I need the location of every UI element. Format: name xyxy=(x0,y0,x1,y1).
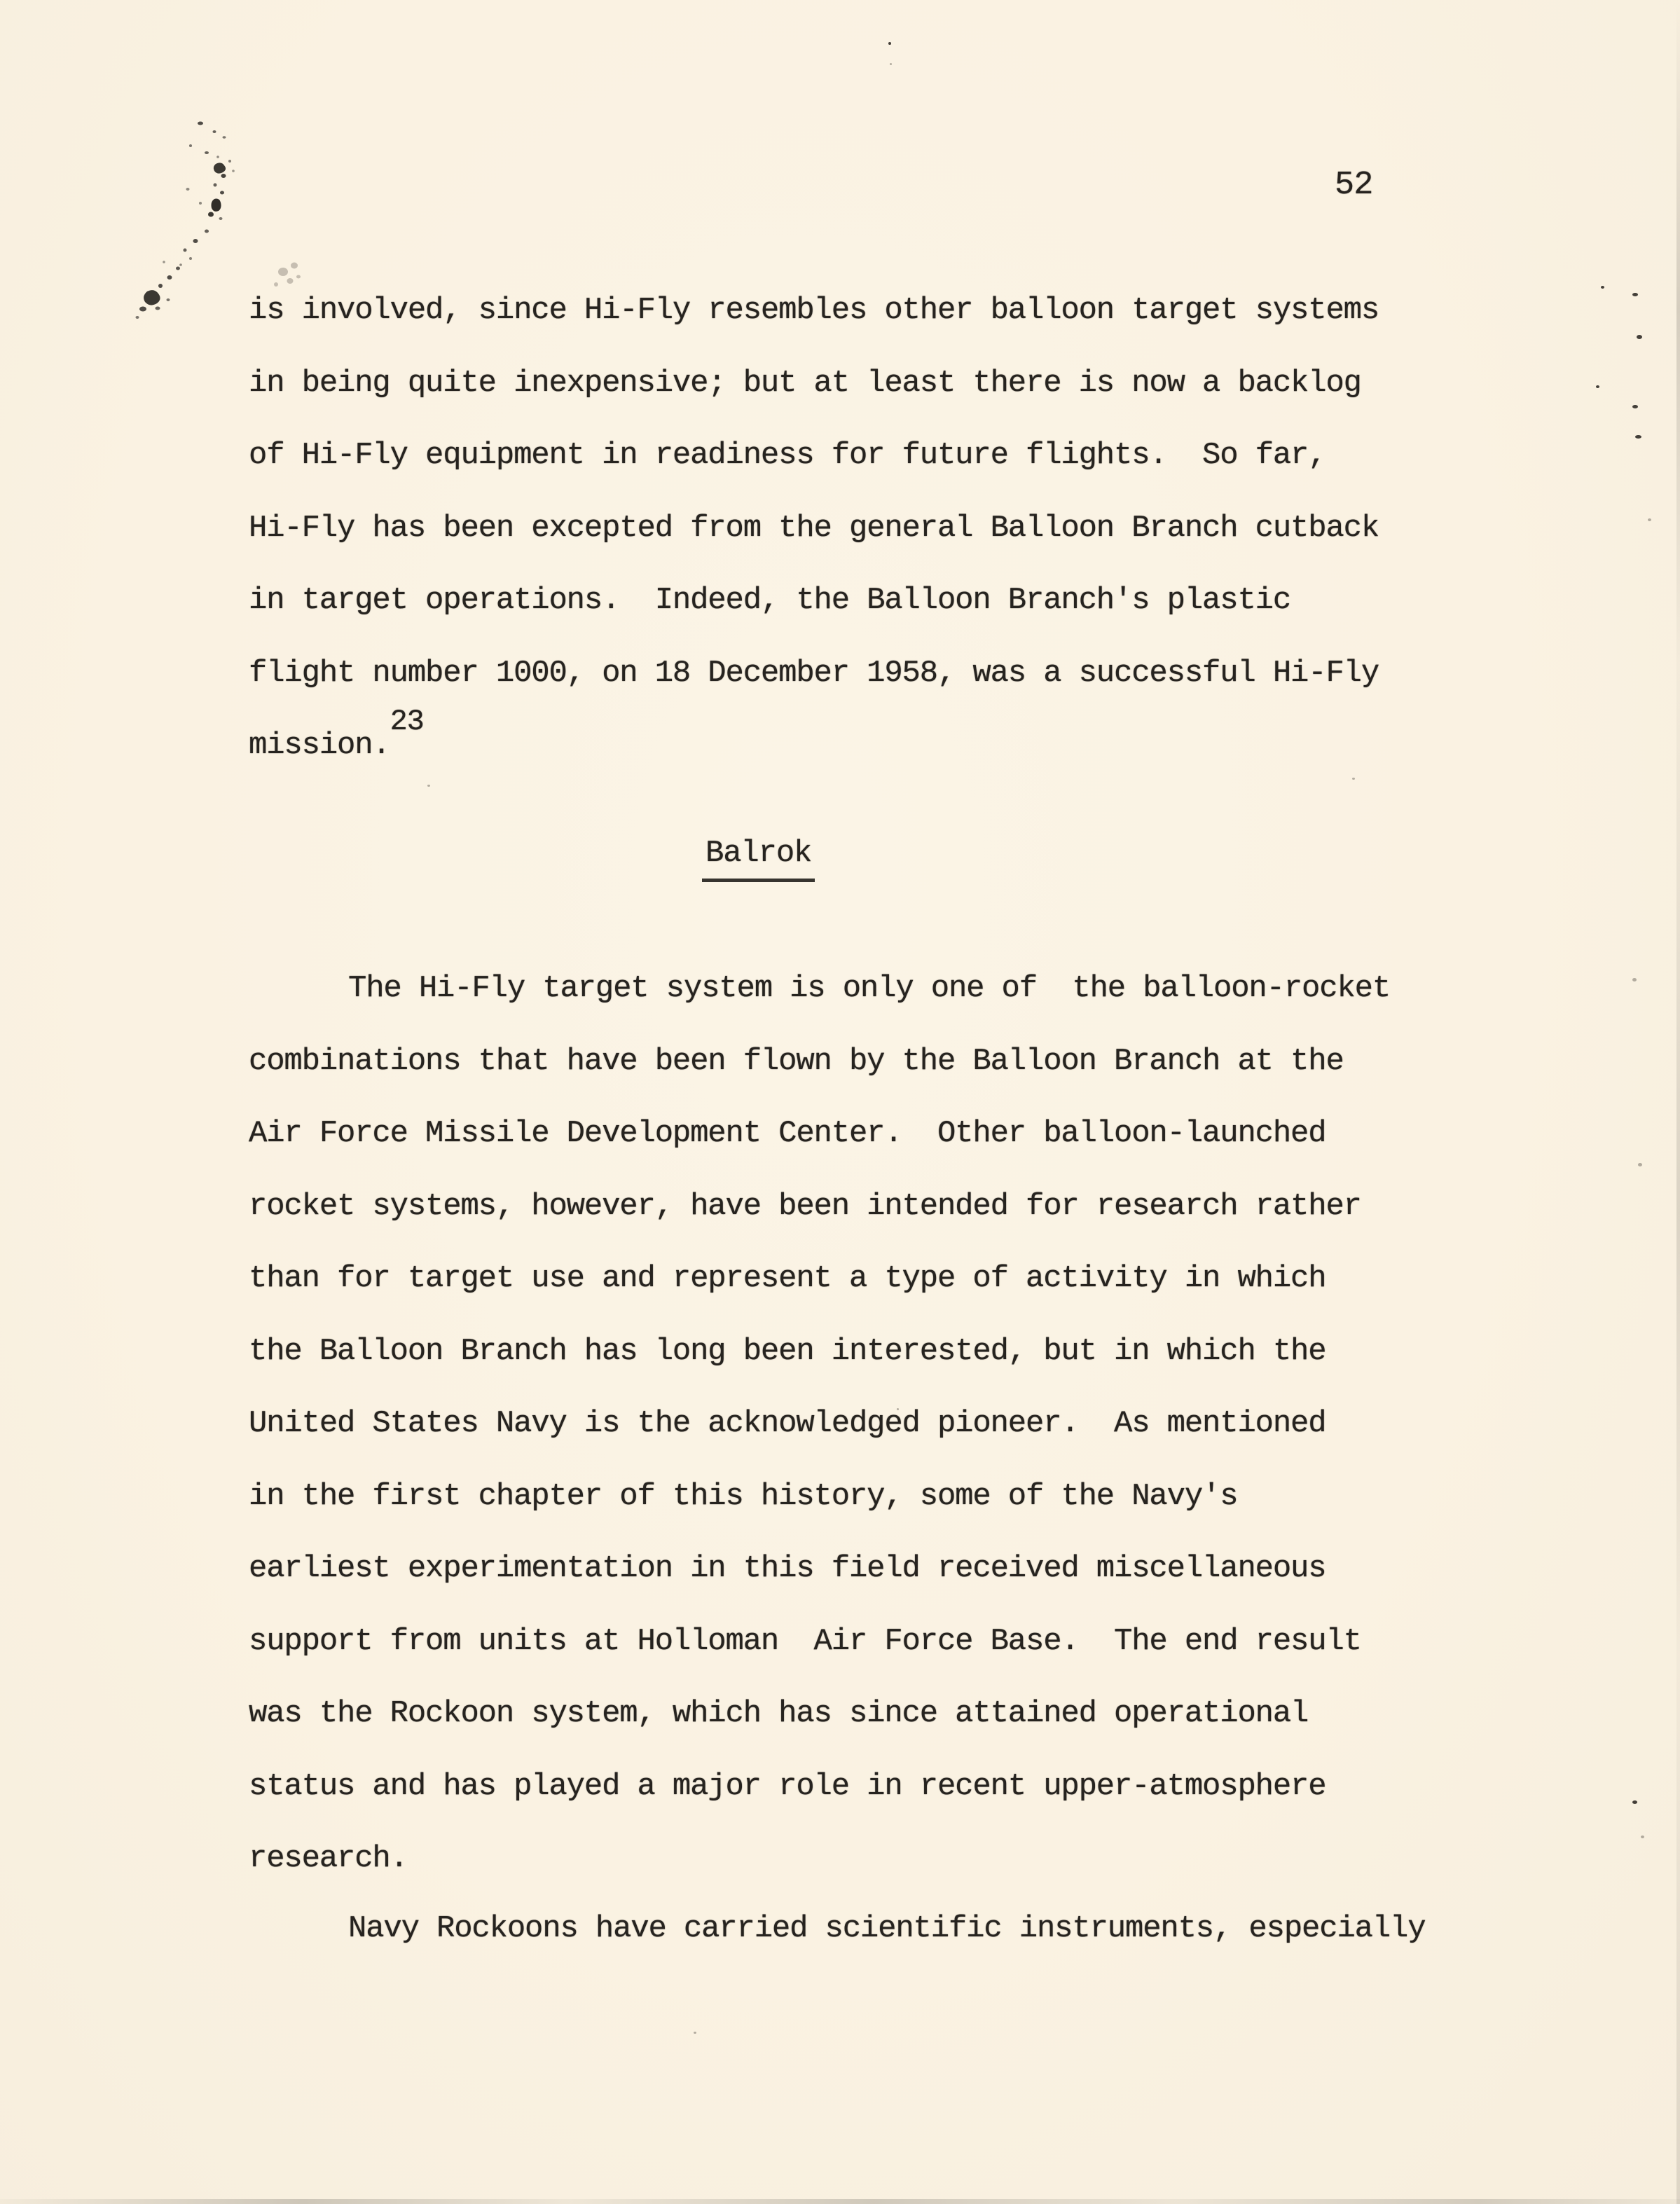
page-number: 52 xyxy=(1335,167,1373,204)
text-line: is involved, since Hi-Fly resembles other balloon target systems xyxy=(249,293,1379,328)
text-line: The Hi-Fly target system is only one of the balloon-rocket xyxy=(348,971,1391,1006)
text-line: research. xyxy=(249,1841,408,1876)
text-line: in target operations. Indeed, the Balloon Branch's plastic xyxy=(249,583,1291,618)
text-line xyxy=(249,705,1454,783)
scan-edge-bottom xyxy=(0,2199,1680,2204)
text-line: earliest experimentation in this field received miscellaneous xyxy=(249,1551,1326,1586)
text-line: Hi-Fly has been excepted from the general Balloon Branch cutback xyxy=(249,510,1379,546)
text-line: the Balloon Branch has long been interested, but in which the xyxy=(249,1333,1326,1369)
text-line: Air Force Missile Development Center. Other balloon-launched xyxy=(249,1116,1326,1151)
text-line-fragment: mission. xyxy=(249,728,390,763)
paragraph-balrok xyxy=(249,953,1454,1896)
text-line: support from units at Holloman Air Force Base. The end result xyxy=(249,1623,1361,1659)
paragraph-rockoons xyxy=(249,1893,1454,1966)
footnote-reference: 23 xyxy=(390,705,424,738)
text-line: combinations that have been flown by the Balloon Branch at the xyxy=(249,1043,1344,1079)
text-line: status and has played a major role in recent upper-atmosphere xyxy=(249,1768,1326,1804)
text-line: in being quite inexpensive; but at least there is now a backlog xyxy=(249,365,1361,401)
text-line: in the first chapter of this history, some of the Navy's xyxy=(249,1478,1238,1514)
text-line: was the Rockoon system, which has since attained operational xyxy=(249,1696,1309,1731)
section-heading: Balrok xyxy=(702,831,815,882)
paragraph-continued xyxy=(249,275,1454,783)
text-line: Navy Rockoons have carried scientific instruments, especially xyxy=(348,1911,1426,1946)
text-line: than for target use and represent a type of activity in which xyxy=(249,1261,1326,1296)
text-line: flight number 1000, on 18 December 1958, was a successful Hi-Fly xyxy=(249,655,1379,691)
text-line: United States Navy is the acknowledged pioneer. As mentioned xyxy=(249,1406,1326,1441)
scan-edge-right xyxy=(1676,0,1680,2204)
text-line: of Hi-Fly equipment in readiness for future flights. So far, xyxy=(249,438,1326,473)
text-line: rocket systems, however, have been intended for research rather xyxy=(249,1188,1361,1224)
